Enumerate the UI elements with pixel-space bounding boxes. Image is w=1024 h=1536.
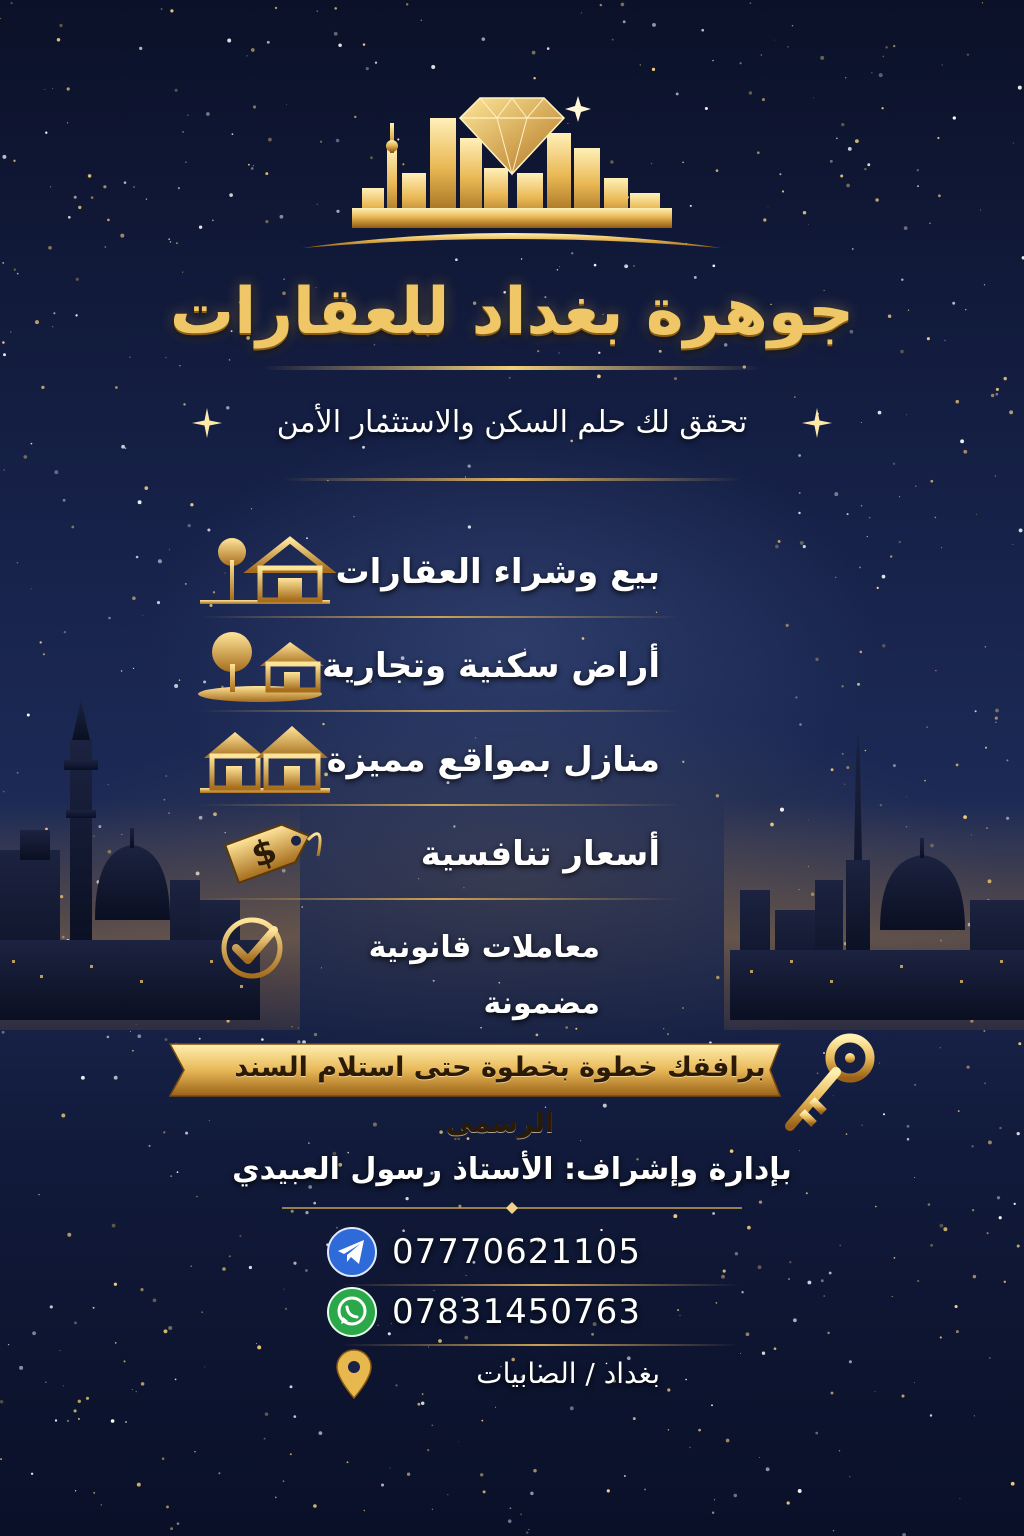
feature-label: معاملات قانونية مضمونة <box>368 930 600 1021</box>
feature-item <box>180 718 700 808</box>
feature-item <box>180 906 700 1021</box>
whatsapp-number[interactable]: 07831450763 <box>392 1292 641 1332</box>
sparkle-icon <box>190 406 224 440</box>
telegram-number[interactable]: 07770621105 <box>392 1232 641 1272</box>
manager-text: بإدارة وإشراف: الأستاذ رسول العبيدي <box>232 1152 792 1187</box>
feature-label: بيع وشراء العقارات <box>335 552 660 592</box>
house-icon <box>190 530 340 610</box>
diamond-skyline-logo <box>292 78 732 258</box>
telegram-contact[interactable] <box>320 1224 740 1280</box>
title-underline <box>262 366 762 370</box>
tagline-row <box>182 398 842 448</box>
homes-icon <box>190 718 340 798</box>
feature-list <box>180 530 700 1021</box>
feature-label: أراض سكنية وتجارية <box>321 646 660 686</box>
key-icon <box>790 1038 870 1126</box>
sparkle-icon <box>800 406 834 440</box>
feature-label: أسعار تنافسية <box>420 834 660 874</box>
divider <box>282 478 742 481</box>
brand-title: جوهرة بغداد للعقارات <box>169 275 855 349</box>
feature-label: منازل بمواقع مميزة <box>326 740 660 780</box>
location-pin-icon <box>334 1348 374 1400</box>
svg-text:$: $ <box>246 830 283 877</box>
divider <box>282 1200 742 1216</box>
divider <box>200 710 680 712</box>
telegram-icon <box>326 1226 378 1278</box>
banner-text: برافقك خطوة بخطوة حتى استلام السند الرسمي <box>234 1052 766 1139</box>
feature-item <box>180 812 700 902</box>
land-house-icon <box>190 624 340 704</box>
price-tag-icon <box>190 812 340 892</box>
whatsapp-contact[interactable] <box>320 1284 740 1340</box>
whatsapp-icon <box>326 1286 378 1338</box>
divider <box>200 616 680 618</box>
brand-tagline: تحقق لك حلم السكن والاستثمار الأمن <box>276 405 748 440</box>
feature-item <box>180 530 700 620</box>
divider <box>200 898 680 900</box>
divider <box>200 804 680 806</box>
feature-item <box>180 624 700 714</box>
location-contact <box>320 1346 740 1402</box>
location-text: بغداد / الصابيات <box>476 1357 660 1390</box>
